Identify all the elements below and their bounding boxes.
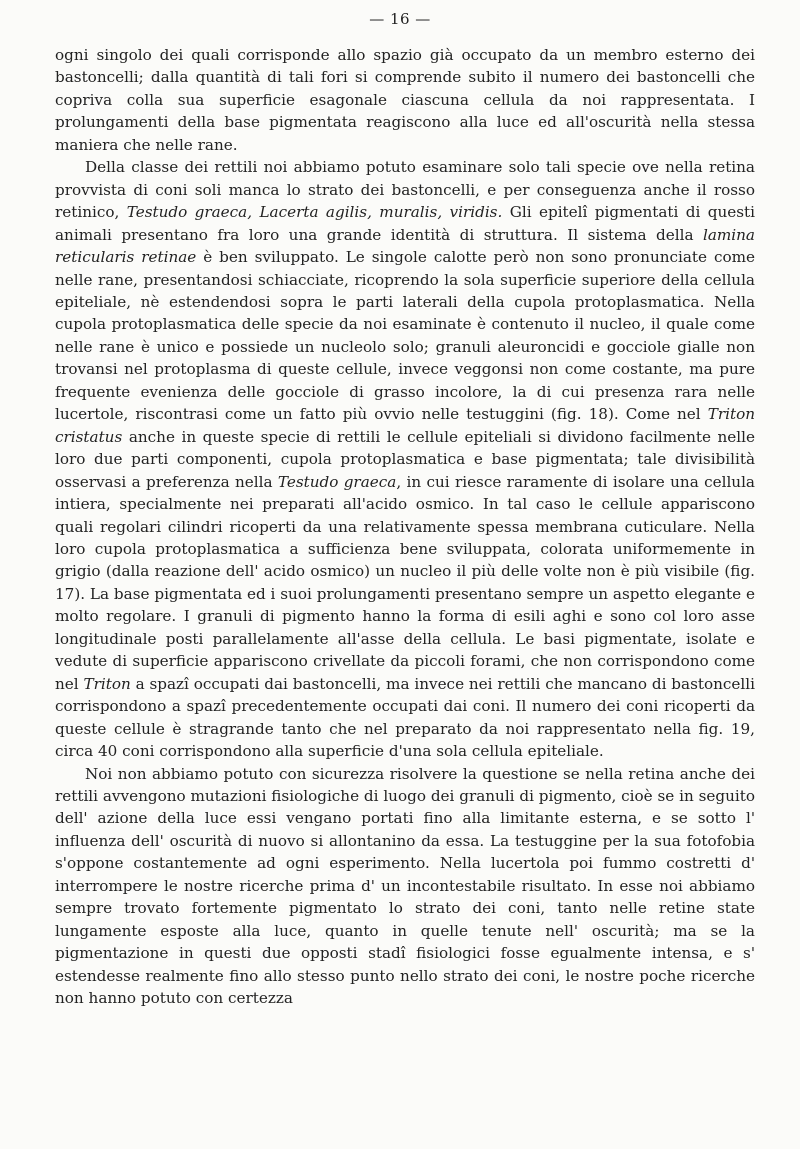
italic-text: Triton cristatus	[55, 405, 755, 446]
text-run: ogni singolo dei quali corrisponde allo spazio già occupato da un membro esterno dei bastoncelli; dalla quantità di tali fori si comprende subito il numero dei bastoncelli che copriva colla sua superficie esagonale ciascuna cellula da noi rappresentata. I prolungamenti della base pigmentata reagiscono alla luce ed all'oscurità nella stessa maniera che nelle rane.	[55, 46, 755, 154]
text-run: Gli epitelî pigmentati di questi animali presentano fra loro una grande identità di struttura. Il sistema della	[55, 203, 755, 244]
text-run: è ben sviluppato. Le singole calotte però non sono pronunciate come nelle rane, presentandosi schiacciate, ricoprendo la sola superficie superiore della cellula epiteliale, nè estendendosi sopra le parti laterali della cupola protoplasmatica. Nella cupola protoplasmatica delle specie da noi esaminate è contenuto il nucleo, il quale come nelle rane è unico e possiede un nucleolo solo; granuli aleuroncidi e gocciole gialle non trovansi nel protoplasma di queste cellule, invece veggonsi non come costante, ma pure frequente evenienza delle gocciole di grasso incolore, la di cui presenza rara nelle lucertole, riscontrasi come un fatto più ovvio nelle testuggini (fig. 18). Come nel	[55, 248, 755, 424]
paragraph	[55, 156, 755, 762]
text-run: , in cui riesce raramente di isolare una cellula intiera, specialmente nei preparati all'acido osmico. In tal caso le cellule appariscono quali regolari cilindri ricoperti da una relativamente spessa membrana cuticulare. Nella loro cupola protoplasmatica a sufficienza bene sviluppata, colorata uniformemente in grigio (dalla reazione dell' acido osmico) un nucleo il più delle volte non è più visibile (fig. 17). La base pigmentata ed i suoi prolungamenti presentano sempre un aspetto elegante e molto regolare. I granuli di pigmento hanno la forma di esili aghi e sono col loro asse longitudinale posti parallelamente all'asse della cellula. Le basi pigmentate, isolate e vedute di superficie appariscono crivellate da piccoli forami, che non corrispondono come nel	[55, 472, 755, 693]
text-run: Noi non abbiamo potuto con sicurezza risolvere la questione se nella retina anche dei rettili avvengono mutazioni fisiologiche di luogo dei granuli di pigmento, cioè se in seguito dell' azione della luce essi vengano portati fino alla limitante esterna, e se sotto l' influenza dell' oscurità di nuovo si allontanino da essa. La testuggine per la sua fotofobia s'oppone costantemente ad ogni esperimento. Nella lucertola poi fummo costretti d' interrompere le nostre ricerche prima d' un incontestabile risultato. In esse noi abbiamo sempre trovato fortemente pigmentato lo strato dei coni, tanto nelle retine state lungamente esposte alla luce, quanto in quelle tenute nell' oscurità; ma se la pigmentazione in questi due opposti stadî fisiologici fosse egualmente intensa, e s' estendesse realmente fino allo stesso punto nello strato dei coni, le nostre poche ricerche non hanno potuto con certezza	[55, 764, 755, 1008]
italic-text: Testudo graeca	[277, 472, 397, 491]
italic-text: Triton	[83, 674, 131, 693]
text-run: a spazî occupati dai bastoncelli, ma invece nei rettili che mancano di bastoncelli corrispondono a spazî precedentemente occupati dai coni. Il numero dei coni ricoperti da queste cellule è stragrande tanto che nel preparato da noi rappresentato nella fig. 19, circa 40 coni corrispondono alla superficie d'una sola cellula epiteliale.	[55, 674, 755, 761]
text-run: Della classe dei rettili noi abbiamo potuto esaminare solo tali specie ove nella retina provvista di coni soli manca lo strato dei bastoncelli, e per conseguenza anche il rosso retinico,	[55, 158, 755, 222]
paragraph	[55, 44, 755, 156]
paragraph	[55, 763, 755, 1010]
italic-text: Testudo graeca, Lacerta agilis, muralis, viridis.	[126, 203, 503, 222]
body-text	[55, 44, 755, 1009]
text-run: anche in queste specie di rettili le cellule epiteliali si dividono facilmente nelle loro due parti componenti, cupola protoplasmatica e base pigmentata; tale divisibilità osservasi a preferenza nella	[55, 427, 755, 491]
page-number: — 16 —	[369, 10, 431, 28]
italic-text: lamina reticularis retinae	[55, 225, 755, 267]
